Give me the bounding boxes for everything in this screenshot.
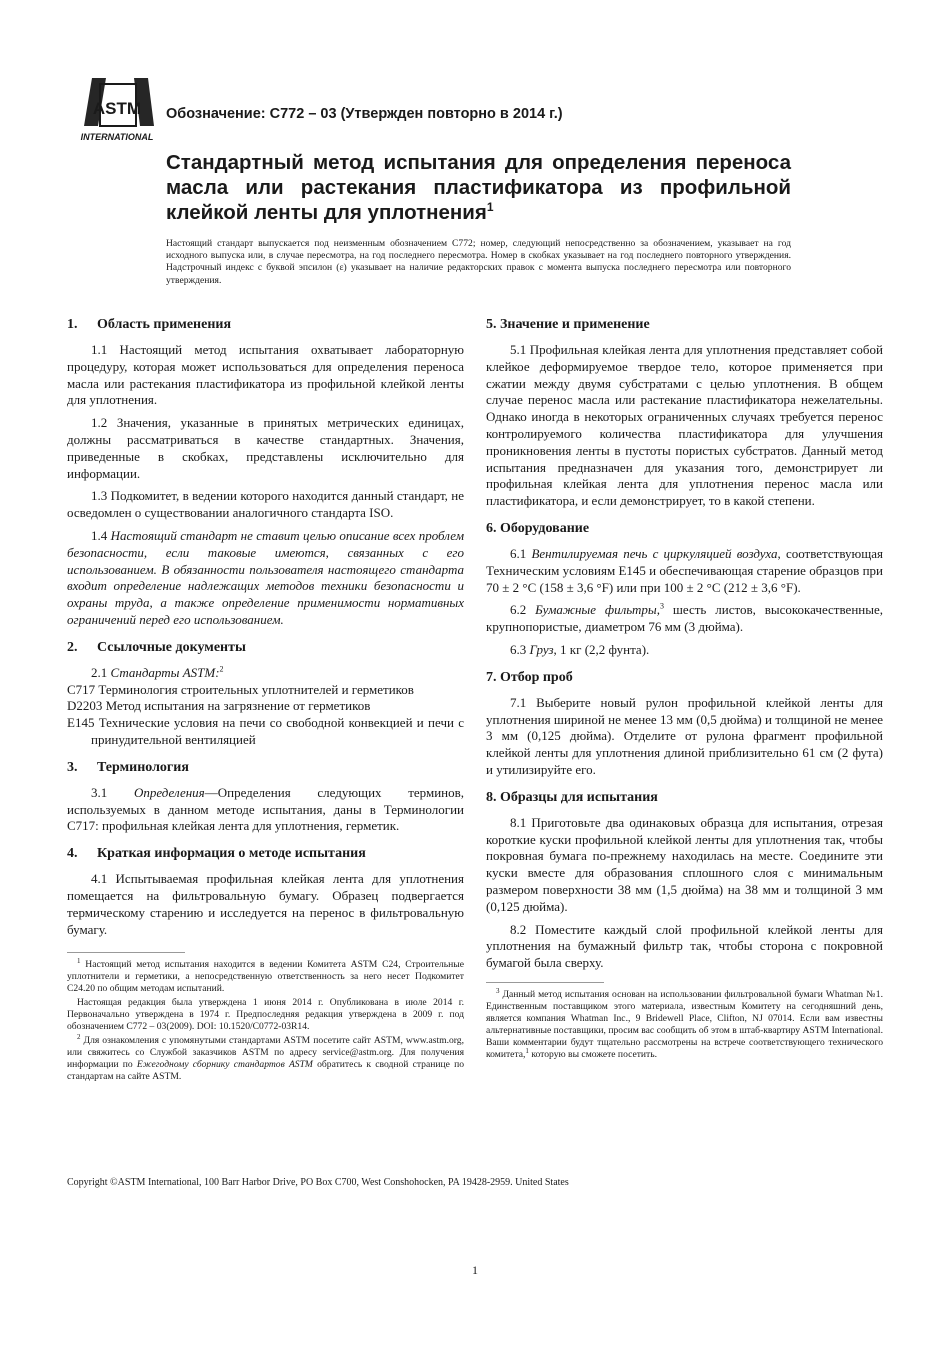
section-sampling	[486, 669, 883, 779]
astm-logo-icon	[74, 74, 160, 144]
logo-text-bottom: INTERNATIONAL	[80, 132, 154, 142]
reference-item: C717 Терминология строительных уплотнителей и герметиков	[67, 681, 414, 697]
left-column	[67, 316, 464, 1085]
paragraph: 7.1 Выберите новый рулон профильной клейкой ленты для уплотнения шириной не менее 13 мм (0,5 дюйма) и толщиной не менее 3 мм (0,125 дюйма). Отделите от рулона фрагмент профильной клейкой ленты для уплотнения длиной приблизительно 61 см (2 фута) и утилизируйте его.	[486, 694, 883, 777]
copyright: Copyright ©ASTM International, 100 Barr Harbor Drive, PO Box C700, West Conshohocken, PA 19428-2959. United States	[67, 1177, 569, 1188]
section-heading: 4. Краткая информация о методе испытания	[67, 846, 366, 862]
standard-notice: Настоящий стандарт выпускается под неизменным обозначением C772; номер, следующий непосредственно за обозначением, указывает на год исходного выпуска или, в случае пересмотра, на год последнего пересмотра. Номер в скобках указывает на год последнего повторного утверждения. Надстрочный индекс с буквой эпсилон (ε) указывает на наличие редакторских правок с момента выпуска последнего пересмотра или повторного утверждения.	[166, 238, 791, 286]
paragraph: 2.1 Стандарты ASTM:$^2$	[91, 664, 224, 680]
section-terminology	[67, 759, 464, 835]
section-significance	[486, 316, 883, 510]
section-heading: 7. Отбор проб	[486, 669, 573, 685]
section-references	[67, 639, 464, 749]
paragraph: 1.4 Настоящий стандарт не ставит целью описание всех проблем безопасности, если таковые имеются, связанных с его использованием. В обязанности пользователя настоящего стандарта входит определение надлежащих методов техники безопасности и охраны труда, а также определение применимости нормативных ограничений перед его использованием.	[67, 527, 464, 627]
title-text: Стандартный метод испытания для определения переноса масла или растекания пластификатора из профильной клейкой ленты для уплотнения	[166, 151, 791, 224]
footnote-2: $^2$ Для ознакомления с упомянутыми стандартами ASTM посетите сайт ASTM, www.astm.org, или свяжитесь со Службой заказчиков ASTM по адресу service@astm.org. Для получения информации по Ежегодному сборнику стандартов ASTM обратитесь к сводной странице по стандартам на сайте ASTM.	[67, 1033, 464, 1083]
section-specimens	[486, 789, 883, 972]
paragraph: 3.1 Определения—Определения следующих терминов, используемых в данном методе испытания, даны в Терминологии C717: профильная клейкая лента для уплотнения, герметик.	[67, 784, 464, 834]
footnote-1-revision: Настоящая редакция была утверждена 1 июня 2014 г. Опубликована в июле 2014 г. Первоначально утверждена в 1974 г. Предпоследняя редакция утверждена в 2009 г. под обозначением C772 – 03(2009). DOI: 10.1520/C0772-03R14.	[67, 997, 464, 1033]
title-footnote-mark: 1	[486, 200, 494, 215]
footnote-3: $^3$ Данный метод испытания основан на использовании фильтровальной бумаги Whatman №1. Единственным поставщиком этого материала, известным Комитету на сегодняшний день, является компания Whatman Inc., 9 Bridewell Place, Clifton, NJ 07014. Если вам известны альтернативные поставщики, просим вас сообщить об этом в штаб-квартиру ASTM International. Ваши комментарии будут тщательно рассмотрены на встрече соответствующего технического комитета,$^1$ которую вы сможете посетить.	[486, 986, 883, 1060]
paragraph: 5.1 Профильная клейкая лента для уплотнения представляет собой клейкое деформируемое твердое тело, которое применяется при сжатии между двумя субстратами с целью уплотнения. В общем случае перенос масла или растекание пластификатора нежелательны. Однако иногда в некоторых ограниченных случаях требуется перенос контролируемого количества пластификатора для улучшения проникновения ленты в пустоты пористых субстратов. Данный метод испытания предназначен для указания того, демонстрирует ли профильная клейкая лента для уплотнения перенос масла или пластификатора, и если демонстрирует, то в какой степени.	[486, 342, 883, 509]
section-heading: 8. Образцы для испытания	[486, 789, 658, 805]
paragraph: 8.1 Приготовьте два одинаковых образца для испытания, отрезая короткие куски профильной клейкой ленты для уплотнения так, чтобы покровная бумага по-прежнему находилась на месте. Соедините эти куски вместе для образования сплошного слоя с минимальным размером поверхности 38 мм (1,5 дюйма) на 38 мм и толщиной 3 мм (0,125 дюйма).	[486, 814, 883, 914]
section-scope	[67, 316, 464, 629]
footnote-divider	[486, 982, 604, 983]
paragraph: 1.3 Подкомитет, в ведении которого находится данный стандарт, не осведомлен о существовании аналогичного стандарта ISO.	[67, 488, 464, 521]
paragraph: 8.2 Поместите каждый слой профильной клейкой ленты для уплотнения на бумажный фильтр так, чтобы сторона с покровной бумагой была сверху.	[486, 921, 883, 971]
section-heading: 5. Значение и применение	[486, 317, 650, 332]
right-column	[486, 316, 883, 1063]
logo-text-top: ASTM	[92, 99, 142, 118]
paragraph: 1.1 Настоящий метод испытания охватывает лабораторную процедуру, которая может использоваться для определения переноса масла или растекания пластификатора из профильной клейкой ленты для уплотнения.	[67, 342, 464, 408]
section-heading: 6. Оборудование	[486, 520, 590, 536]
section-heading: 2. Ссылочные документы	[67, 639, 246, 655]
paragraph: 6.3 Груз, 1 кг (2,2 фунта).	[510, 641, 650, 657]
paragraph: 1.2 Значения, указанные в принятых метрических единицах, должны рассматриваться в качестве стандартных. Значения, приведенные в скобках, представлены исключительно для информации.	[67, 415, 464, 481]
section-heading: 1. Область применения	[67, 317, 232, 332]
section-summary	[67, 845, 464, 938]
section-heading: 3. Терминология	[67, 759, 189, 775]
paragraph: 4.1 Испытываемая профильная клейкая лента для уплотнения помещается на фильтровальную бумагу. Образец подвергается термическому старению и исследуется на перенос в фильтровальную бумагу.	[67, 871, 464, 937]
reference-item: D2203 Метод испытания на загрязнение от герметиков	[67, 698, 371, 714]
paragraph: 6.1 Вентилируемая печь с циркуляцией воздуха, соответствующая Техническим условиям E145 и обеспечивающая старение образцов при 70 ± 2 °C (158 ± 3,6 °F) или при 100 ± 2 °C (212 ± 3,6 °F).	[486, 545, 884, 595]
reference-item: E145 Технические условия на печи со свободной конвекцией и печи с принудительной вентиляцией	[67, 715, 464, 747]
footnote-1: $^1$ Настоящий метод испытания находится в ведении Комитета ASTM C24, Строительные уплотнители и герметики, а непосредственную ответственность за него несет Подкомитет C24.20 по общим методам испытаний.	[67, 957, 464, 995]
page-number: 1	[472, 1263, 478, 1277]
astm-logo	[74, 74, 160, 144]
paragraph: 6.2 Бумажные фильтры,$^3$ шесть листов, высококачественные, крупнопористые, диаметром 76 мм (3 дюйма).	[486, 602, 883, 635]
document-title	[166, 150, 791, 225]
section-apparatus	[486, 520, 883, 659]
designation: Обозначение: C772 – 03 (Утвержден повторно в 2014 г.)	[166, 106, 563, 122]
footnote-divider	[67, 952, 185, 953]
